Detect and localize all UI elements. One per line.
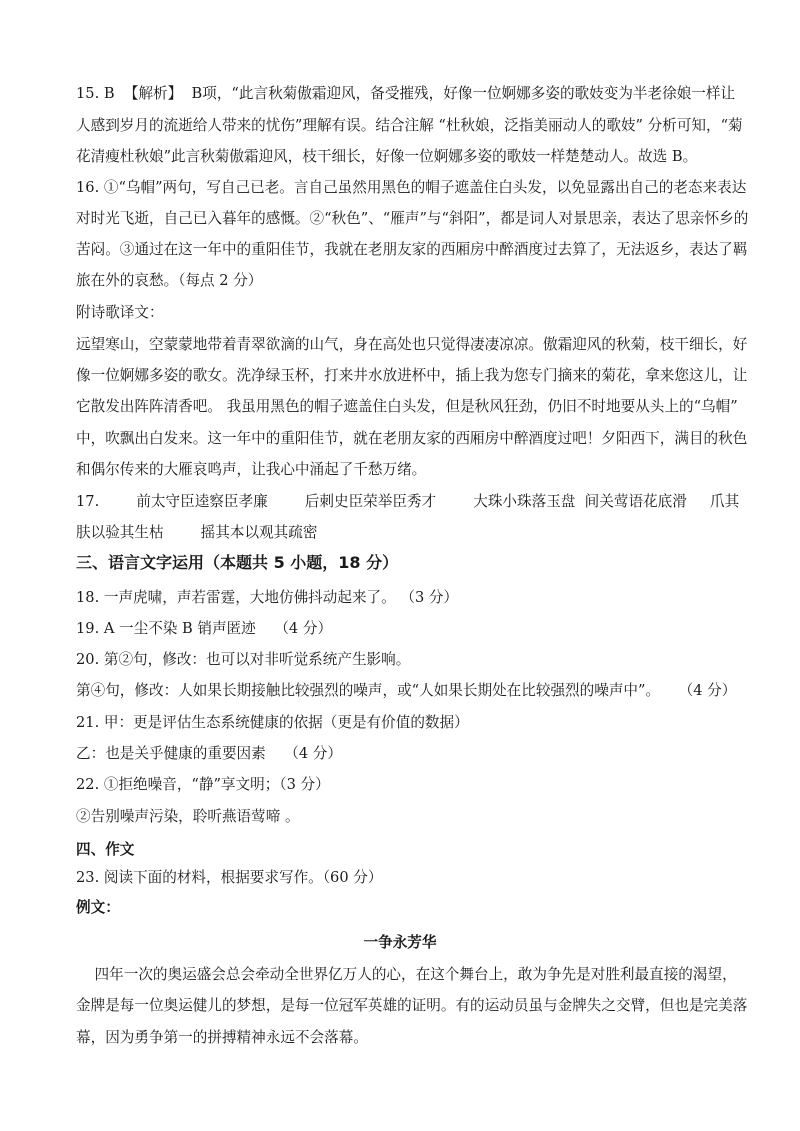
text-line: 18. 一声虎啸，声若雷霆，大地仿佛抖动起来了。 （3 分） — [76, 589, 459, 606]
text-line: 幕，因为勇争第一的拼搏精神永远不会落幕。 — [76, 1029, 368, 1046]
text-line: ②告别噪声污染，聆听燕语莺啼 。 — [76, 808, 300, 825]
appendix-label: 附诗歌译文： — [76, 304, 164, 321]
text-line: 金牌是每一位奥运健儿的梦想，是每一位冠军英雄的证明。有的运动员虽与金牌失之交臂，但也是完美落 — [76, 997, 748, 1014]
text-line: 19. A 一尘不染 B 销声匿迹 （4 分） — [76, 620, 333, 637]
text-line: 15. B 【解析】 B项，“此言秋菊傲霜迎风，备受摧残，好像一位婀娜多姿的歌妓变为半老徐娘一样让 — [76, 85, 736, 102]
text-line: 对时光飞逝，自己已入暮年的感慨。②“秋色”、“雁声”与“斜阳”，都是词人对景思亲，表达了思亲怀乡的 — [76, 210, 749, 227]
text-line: 四年一次的奥运盛会总会牵动全世界亿万人的心，在这个舞台上，敢为争先是对胜利最直接的渴望， — [76, 966, 737, 983]
text-line: 苦闷。③通过在这一年中的重阳佳节，我就在老朋友家的西厢房中醉酒度过去算了，无法返乡，表达了羁 — [76, 241, 748, 258]
text-line: 乙：也是关乎健康的重要因素 （4 分） — [76, 745, 342, 762]
text-line: 和偶尔传来的大雁哀鸣声，让我心中涌起了千愁万绪。 — [76, 461, 427, 478]
example-label: 例文： — [76, 899, 120, 916]
text-line: 旅在外的哀愁。（每点 2 分） — [76, 272, 263, 289]
essay-title: 一争永芳华 — [363, 934, 437, 951]
text-line: 远望寒山，空蒙蒙地带着青翠欲滴的山气，身在高处也只觉得凄凄凉凉。傲霜迎风的秋菊，枝干细长，好 — [76, 336, 748, 353]
text-line: 肤以验其生枯 摇其本以观其疏密 — [76, 524, 318, 541]
text-line: 17. 前太守臣逵察臣孝廉 后刺史臣荣举臣秀才 大珠小珠落玉盘 间关莺语花底滑 爪其 — [76, 493, 740, 510]
text-line: 23. 阅读下面的材料，根据要求写作。（60 分） — [76, 869, 383, 886]
text-line: 21. 甲：更是评估生态系统健康的依据（更是有价值的数据） — [76, 714, 469, 731]
text-line: 20. 第②句，修改：也可以对非听觉系统产生影响。 — [76, 651, 411, 668]
section-heading: 三、语言文字运用（本题共 5 小题，18 分） — [76, 553, 399, 572]
text-line: 花清瘦杜秋娘”此言秋菊傲霜迎风，枝干细长，好像一位婀娜多姿的歌妓一样楚楚动人。故选 B。 — [76, 148, 698, 165]
text-line: 22. ①拒绝噪音，“静”享文明；（3 分） — [76, 776, 330, 793]
text-line: 中，吹飘出白发来。这一年中的重阳佳节，就在老朋友家的西厢房中醉酒度过吧！夕阳西下，满目的秋色 — [76, 430, 748, 447]
section-heading: 四、作文 — [76, 841, 135, 858]
text-line: 像一位婀娜多姿的歌女。洗净绿玉杯，打来井水放进杯中，插上我为您专门摘来的菊花，拿来您这儿，让 — [76, 367, 748, 384]
text-line: 它散发出阵阵清香吧。 我虽用黑色的帽子遮盖住白头发，但是秋风狂劲，仍旧不时地要从头上的“乌帽” — [76, 398, 738, 415]
text-line: 人感到岁月的流逝给人带来的忧伤”理解有误。结合注解 “杜秋娘，泛指美丽动人的歌妓” 分析可知，“菊 — [76, 117, 743, 134]
text-line: 16. ①“乌帽”两句，写自己已老。言自己虽然用黑色的帽子遮盖住白头发，以免显露出自己的老态来表达 — [76, 179, 747, 196]
text-line: 第④句，修改：人如果长期接触比较强烈的噪声，或“人如果长期处在比较强烈的噪声中”。 （4 分） — [76, 682, 737, 699]
